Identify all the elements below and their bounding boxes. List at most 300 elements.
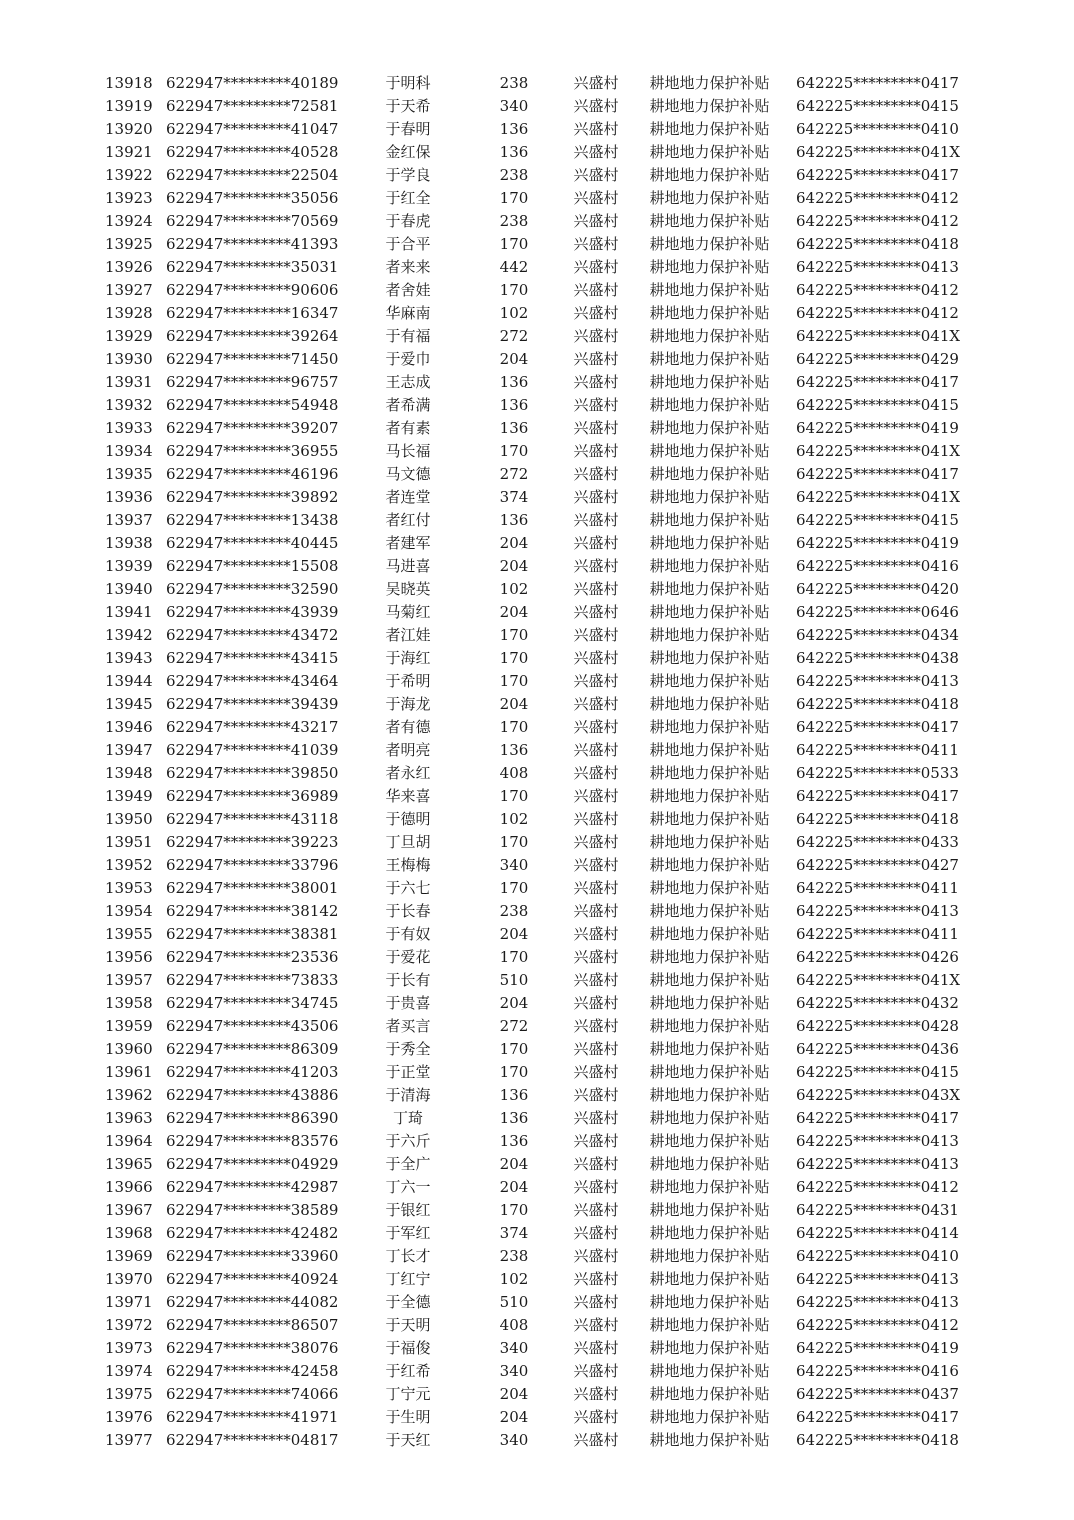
table-row [0,1429,1074,1452]
recipient-name-cell: 者连堂 [385,488,431,506]
id-number-cell: 642225*********0411 [796,925,959,943]
recipient-name-cell: 者江娃 [385,626,431,644]
sequence-number-cell: 13921 [105,143,153,161]
recipient-name-cell: 于希明 [385,672,431,690]
recipient-name-cell: 于清海 [385,1086,431,1104]
subsidy-type-cell: 耕地地力保护补贴 [649,120,770,138]
subsidy-amount-cell: 170 [499,235,529,253]
village-cell: 兴盛村 [573,534,619,552]
recipient-name-cell: 于长春 [385,902,431,920]
subsidy-amount-cell: 204 [499,695,529,713]
id-number-cell: 642225*********0416 [796,1362,959,1380]
subsidy-type-cell: 耕地地力保护补贴 [649,235,770,253]
subsidy-amount-cell: 136 [499,120,529,138]
sequence-number-cell: 13920 [105,120,153,138]
village-cell: 兴盛村 [573,419,619,437]
bank-card-number-cell: 622947*********39264 [166,327,339,345]
recipient-name-cell: 华来喜 [385,787,431,805]
sequence-number-cell: 13924 [105,212,153,230]
sequence-number-cell: 13947 [105,741,153,759]
recipient-name-cell: 于天希 [385,97,431,115]
table-row [0,1130,1074,1153]
subsidy-type-cell: 耕地地力保护补贴 [649,856,770,874]
bank-card-number-cell: 622947*********35056 [166,189,339,207]
recipient-name-cell: 于学良 [385,166,431,184]
sequence-number-cell: 13948 [105,764,153,782]
table-row [0,1015,1074,1038]
village-cell: 兴盛村 [573,1040,619,1058]
subsidy-amount-cell: 136 [499,1109,529,1127]
subsidy-amount-cell: 340 [499,97,529,115]
village-cell: 兴盛村 [573,1385,619,1403]
sequence-number-cell: 13965 [105,1155,153,1173]
id-number-cell: 642225*********0413 [796,1132,959,1150]
village-cell: 兴盛村 [573,810,619,828]
id-number-cell: 642225*********0418 [796,810,959,828]
subsidy-type-cell: 耕地地力保护补贴 [649,1109,770,1127]
village-cell: 兴盛村 [573,994,619,1012]
sequence-number-cell: 13975 [105,1385,153,1403]
subsidy-amount-cell: 238 [499,166,529,184]
subsidy-amount-cell: 204 [499,534,529,552]
subsidy-type-cell: 耕地地力保护补贴 [649,534,770,552]
table-row [0,969,1074,992]
id-number-cell: 642225*********0427 [796,856,959,874]
bank-card-number-cell: 622947*********86507 [166,1316,339,1334]
bank-card-number-cell: 622947*********39223 [166,833,339,851]
table-row [0,854,1074,877]
bank-card-number-cell: 622947*********32590 [166,580,339,598]
recipient-name-cell: 于正堂 [385,1063,431,1081]
sequence-number-cell: 13972 [105,1316,153,1334]
recipient-name-cell: 于海红 [385,649,431,667]
table-row [0,463,1074,486]
subsidy-type-cell: 耕地地力保护补贴 [649,833,770,851]
subsidy-amount-cell: 374 [499,1224,529,1242]
village-cell: 兴盛村 [573,1155,619,1173]
table-row [0,785,1074,808]
village-cell: 兴盛村 [573,833,619,851]
id-number-cell: 642225*********0412 [796,281,959,299]
subsidy-amount-cell: 170 [499,833,529,851]
village-cell: 兴盛村 [573,695,619,713]
subsidy-amount-cell: 272 [499,327,529,345]
bank-card-number-cell: 622947*********72581 [166,97,339,115]
subsidy-amount-cell: 136 [499,373,529,391]
subsidy-type-cell: 耕地地力保护补贴 [649,948,770,966]
subsidy-type-cell: 耕地地力保护补贴 [649,511,770,529]
village-cell: 兴盛村 [573,603,619,621]
sequence-number-cell: 13976 [105,1408,153,1426]
village-cell: 兴盛村 [573,1109,619,1127]
id-number-cell: 642225*********0533 [796,764,959,782]
village-cell: 兴盛村 [573,235,619,253]
bank-card-number-cell: 622947*********38001 [166,879,339,897]
subsidy-amount-cell: 170 [499,189,529,207]
subsidy-type-cell: 耕地地力保护补贴 [649,764,770,782]
subsidy-type-cell: 耕地地力保护补贴 [649,580,770,598]
bank-card-number-cell: 622947*********40528 [166,143,339,161]
bank-card-number-cell: 622947*********73833 [166,971,339,989]
id-number-cell: 642225*********0419 [796,534,959,552]
table-row [0,325,1074,348]
bank-card-number-cell: 622947*********13438 [166,511,339,529]
id-number-cell: 642225*********041X [796,971,961,989]
id-number-cell: 642225*********0413 [796,258,959,276]
subsidy-amount-cell: 204 [499,994,529,1012]
recipient-name-cell: 于海龙 [385,695,431,713]
village-cell: 兴盛村 [573,1408,619,1426]
sequence-number-cell: 13952 [105,856,153,874]
recipient-name-cell: 于红全 [385,189,431,207]
recipient-name-cell: 于全广 [385,1155,431,1173]
recipient-name-cell: 马进喜 [385,557,431,575]
subsidy-type-cell: 耕地地力保护补贴 [649,396,770,414]
subsidy-amount-cell: 170 [499,672,529,690]
table-row [0,808,1074,831]
id-number-cell: 642225*********0417 [796,166,959,184]
recipient-name-cell: 者希满 [385,396,431,414]
bank-card-number-cell: 622947*********33960 [166,1247,339,1265]
id-number-cell: 642225*********0418 [796,1431,959,1449]
sequence-number-cell: 13954 [105,902,153,920]
sequence-number-cell: 13945 [105,695,153,713]
id-number-cell: 642225*********0412 [796,304,959,322]
sequence-number-cell: 13939 [105,557,153,575]
subsidy-amount-cell: 136 [499,396,529,414]
sequence-number-cell: 13941 [105,603,153,621]
subsidy-amount-cell: 340 [499,856,529,874]
bank-card-number-cell: 622947*********70569 [166,212,339,230]
table-row [0,877,1074,900]
id-number-cell: 642225*********0415 [796,511,959,529]
subsidy-amount-cell: 204 [499,350,529,368]
village-cell: 兴盛村 [573,373,619,391]
id-number-cell: 642225*********0417 [796,1408,959,1426]
sequence-number-cell: 13950 [105,810,153,828]
id-number-cell: 642225*********0416 [796,557,959,575]
sequence-number-cell: 13949 [105,787,153,805]
id-number-cell: 642225*********0413 [796,902,959,920]
table-row [0,1176,1074,1199]
bank-card-number-cell: 622947*********15508 [166,557,339,575]
subsidy-amount-cell: 102 [499,1270,529,1288]
subsidy-amount-cell: 408 [499,1316,529,1334]
sequence-number-cell: 13936 [105,488,153,506]
table-row [0,1406,1074,1429]
table-row [0,1268,1074,1291]
subsidy-amount-cell: 204 [499,1385,529,1403]
recipient-name-cell: 丁宁元 [385,1385,431,1403]
village-cell: 兴盛村 [573,1316,619,1334]
subsidy-type-cell: 耕地地力保护补贴 [649,741,770,759]
bank-card-number-cell: 622947*********39850 [166,764,339,782]
subsidy-type-cell: 耕地地力保护补贴 [649,74,770,92]
village-cell: 兴盛村 [573,649,619,667]
table-row [0,302,1074,325]
village-cell: 兴盛村 [573,327,619,345]
bank-card-number-cell: 622947*********41047 [166,120,339,138]
recipient-name-cell: 于长有 [385,971,431,989]
id-number-cell: 642225*********0413 [796,1293,959,1311]
recipient-name-cell: 于德明 [385,810,431,828]
village-cell: 兴盛村 [573,718,619,736]
subsidy-type-cell: 耕地地力保护补贴 [649,1086,770,1104]
subsidy-amount-cell: 170 [499,1201,529,1219]
table-row [0,233,1074,256]
village-cell: 兴盛村 [573,1224,619,1242]
bank-card-number-cell: 622947*********90606 [166,281,339,299]
sequence-number-cell: 13953 [105,879,153,897]
table-row [0,1084,1074,1107]
table-row [0,141,1074,164]
recipient-name-cell: 丁红宁 [385,1270,431,1288]
village-cell: 兴盛村 [573,1201,619,1219]
bank-card-number-cell: 622947*********46196 [166,465,339,483]
id-number-cell: 642225*********0411 [796,879,959,897]
sequence-number-cell: 13935 [105,465,153,483]
sequence-number-cell: 13967 [105,1201,153,1219]
subsidy-type-cell: 耕地地力保护补贴 [649,1063,770,1081]
id-number-cell: 642225*********041X [796,442,961,460]
sequence-number-cell: 13960 [105,1040,153,1058]
recipient-name-cell: 吴晓英 [385,580,431,598]
table-row [0,762,1074,785]
bank-card-number-cell: 622947*********43886 [166,1086,339,1104]
table-row [0,624,1074,647]
sequence-number-cell: 13928 [105,304,153,322]
bank-card-number-cell: 622947*********39439 [166,695,339,713]
bank-card-number-cell: 622947*********36989 [166,787,339,805]
village-cell: 兴盛村 [573,580,619,598]
id-number-cell: 642225*********0417 [796,465,959,483]
table-row [0,831,1074,854]
recipient-name-cell: 于合平 [385,235,431,253]
bank-card-number-cell: 622947*********43472 [166,626,339,644]
bank-card-number-cell: 622947*********74066 [166,1385,339,1403]
sequence-number-cell: 13958 [105,994,153,1012]
id-number-cell: 642225*********0414 [796,1224,959,1242]
subsidy-amount-cell: 170 [499,718,529,736]
recipient-name-cell: 于天红 [385,1431,431,1449]
subsidy-amount-cell: 170 [499,649,529,667]
sequence-number-cell: 13925 [105,235,153,253]
recipient-name-cell: 于天明 [385,1316,431,1334]
village-cell: 兴盛村 [573,304,619,322]
bank-card-number-cell: 622947*********38142 [166,902,339,920]
recipient-name-cell: 华麻南 [385,304,431,322]
village-cell: 兴盛村 [573,258,619,276]
subsidy-amount-cell: 510 [499,971,529,989]
bank-card-number-cell: 622947*********41971 [166,1408,339,1426]
subsidy-type-cell: 耕地地力保护补贴 [649,1339,770,1357]
bank-card-number-cell: 622947*********43415 [166,649,339,667]
recipient-name-cell: 金红保 [385,143,431,161]
subsidy-type-cell: 耕地地力保护补贴 [649,350,770,368]
sequence-number-cell: 13969 [105,1247,153,1265]
table-row [0,716,1074,739]
table-row [0,187,1074,210]
village-cell: 兴盛村 [573,350,619,368]
table-row [0,739,1074,762]
recipient-name-cell: 于有奴 [385,925,431,943]
bank-card-number-cell: 622947*********38589 [166,1201,339,1219]
bank-card-number-cell: 622947*********36955 [166,442,339,460]
sequence-number-cell: 13940 [105,580,153,598]
subsidy-amount-cell: 102 [499,304,529,322]
sequence-number-cell: 13931 [105,373,153,391]
recipient-name-cell: 于红希 [385,1362,431,1380]
recipient-name-cell: 于贵喜 [385,994,431,1012]
sequence-number-cell: 13930 [105,350,153,368]
id-number-cell: 642225*********0413 [796,1270,959,1288]
id-number-cell: 642225*********0411 [796,741,959,759]
bank-card-number-cell: 622947*********71450 [166,350,339,368]
sequence-number-cell: 13938 [105,534,153,552]
bank-card-number-cell: 622947*********43939 [166,603,339,621]
subsidy-table [0,72,1074,1452]
id-number-cell: 642225*********041X [796,143,961,161]
id-number-cell: 642225*********0646 [796,603,959,621]
recipient-name-cell: 于爱花 [385,948,431,966]
subsidy-type-cell: 耕地地力保护补贴 [649,1224,770,1242]
sequence-number-cell: 13961 [105,1063,153,1081]
bank-card-number-cell: 622947*********44082 [166,1293,339,1311]
table-row [0,670,1074,693]
village-cell: 兴盛村 [573,1017,619,1035]
bank-card-number-cell: 622947*********43464 [166,672,339,690]
id-number-cell: 642225*********0412 [796,189,959,207]
sequence-number-cell: 13962 [105,1086,153,1104]
table-row [0,900,1074,923]
sequence-number-cell: 13957 [105,971,153,989]
id-number-cell: 642225*********0432 [796,994,959,1012]
sequence-number-cell: 13964 [105,1132,153,1150]
recipient-name-cell: 王志成 [385,373,431,391]
sequence-number-cell: 13973 [105,1339,153,1357]
sequence-number-cell: 13966 [105,1178,153,1196]
recipient-name-cell: 王梅梅 [385,856,431,874]
id-number-cell: 642225*********0436 [796,1040,959,1058]
bank-card-number-cell: 622947*********04817 [166,1431,339,1449]
subsidy-type-cell: 耕地地力保护补贴 [649,1040,770,1058]
recipient-name-cell: 马长福 [385,442,431,460]
subsidy-type-cell: 耕地地力保护补贴 [649,994,770,1012]
recipient-name-cell: 于全德 [385,1293,431,1311]
recipient-name-cell: 丁六一 [385,1178,431,1196]
village-cell: 兴盛村 [573,212,619,230]
subsidy-type-cell: 耕地地力保护补贴 [649,626,770,644]
village-cell: 兴盛村 [573,488,619,506]
subsidy-amount-cell: 238 [499,902,529,920]
subsidy-type-cell: 耕地地力保护补贴 [649,1293,770,1311]
sequence-number-cell: 13944 [105,672,153,690]
village-cell: 兴盛村 [573,143,619,161]
table-row [0,1061,1074,1084]
subsidy-type-cell: 耕地地力保护补贴 [649,971,770,989]
subsidy-amount-cell: 136 [499,1132,529,1150]
subsidy-type-cell: 耕地地力保护补贴 [649,1408,770,1426]
subsidy-amount-cell: 340 [499,1362,529,1380]
subsidy-type-cell: 耕地地力保护补贴 [649,488,770,506]
subsidy-amount-cell: 170 [499,787,529,805]
recipient-name-cell: 于六斤 [385,1132,431,1150]
sequence-number-cell: 13946 [105,718,153,736]
id-number-cell: 642225*********0438 [796,649,959,667]
subsidy-type-cell: 耕地地力保护补贴 [649,166,770,184]
table-row [0,693,1074,716]
bank-card-number-cell: 622947*********83576 [166,1132,339,1150]
id-number-cell: 642225*********0419 [796,1339,959,1357]
village-cell: 兴盛村 [573,925,619,943]
village-cell: 兴盛村 [573,879,619,897]
village-cell: 兴盛村 [573,74,619,92]
subsidy-type-cell: 耕地地力保护补贴 [649,1316,770,1334]
bank-card-number-cell: 622947*********38381 [166,925,339,943]
subsidy-type-cell: 耕地地力保护补贴 [649,143,770,161]
recipient-name-cell: 者买言 [385,1017,431,1035]
table-row [0,95,1074,118]
subsidy-amount-cell: 204 [499,557,529,575]
subsidy-amount-cell: 136 [499,419,529,437]
table-row [0,1038,1074,1061]
recipient-name-cell: 者舍娃 [385,281,431,299]
id-number-cell: 642225*********0410 [796,120,959,138]
table-row [0,1314,1074,1337]
id-number-cell: 642225*********0431 [796,1201,959,1219]
subsidy-type-cell: 耕地地力保护补贴 [649,465,770,483]
subsidy-amount-cell: 374 [499,488,529,506]
bank-card-number-cell: 622947*********40924 [166,1270,339,1288]
village-cell: 兴盛村 [573,902,619,920]
id-number-cell: 642225*********0437 [796,1385,959,1403]
subsidy-type-cell: 耕地地力保护补贴 [649,787,770,805]
table-row [0,348,1074,371]
subsidy-amount-cell: 136 [499,1086,529,1104]
subsidy-type-cell: 耕地地力保护补贴 [649,212,770,230]
subsidy-amount-cell: 442 [499,258,529,276]
village-cell: 兴盛村 [573,166,619,184]
bank-card-number-cell: 622947*********39892 [166,488,339,506]
table-row [0,601,1074,624]
subsidy-type-cell: 耕地地力保护补贴 [649,603,770,621]
bank-card-number-cell: 622947*********43506 [166,1017,339,1035]
subsidy-type-cell: 耕地地力保护补贴 [649,1017,770,1035]
id-number-cell: 642225*********0418 [796,695,959,713]
village-cell: 兴盛村 [573,1178,619,1196]
recipient-name-cell: 者永红 [385,764,431,782]
sequence-number-cell: 13937 [105,511,153,529]
id-number-cell: 642225*********0410 [796,1247,959,1265]
id-number-cell: 642225*********0419 [796,419,959,437]
recipient-name-cell: 于军红 [385,1224,431,1242]
bank-card-number-cell: 622947*********41203 [166,1063,339,1081]
village-cell: 兴盛村 [573,1431,619,1449]
village-cell: 兴盛村 [573,1362,619,1380]
subsidy-type-cell: 耕地地力保护补贴 [649,718,770,736]
table-row [0,371,1074,394]
village-cell: 兴盛村 [573,1270,619,1288]
recipient-name-cell: 于爱巾 [385,350,431,368]
sequence-number-cell: 13951 [105,833,153,851]
village-cell: 兴盛村 [573,442,619,460]
table-row [0,1291,1074,1314]
id-number-cell: 642225*********0420 [796,580,959,598]
subsidy-amount-cell: 170 [499,626,529,644]
subsidy-amount-cell: 136 [499,741,529,759]
table-row [0,256,1074,279]
bank-card-number-cell: 622947*********54948 [166,396,339,414]
